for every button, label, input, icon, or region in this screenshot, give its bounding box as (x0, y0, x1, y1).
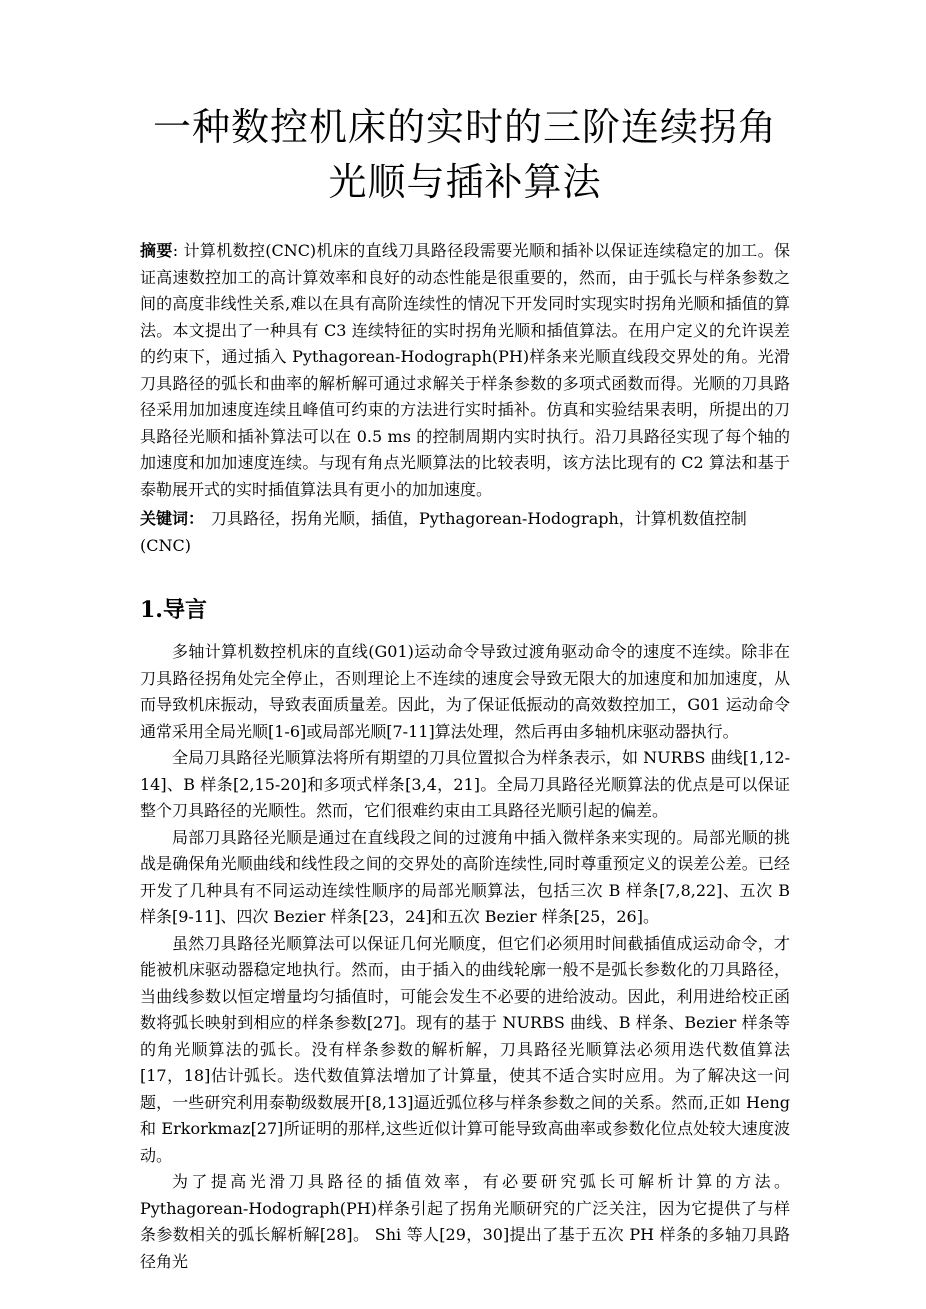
intro-paragraph: 为了提高光滑刀具路径的插值效率，有必要研究弧长可解析计算的方法。Pythagorean-Hodograph(PH)样条引起了拐角光顺研究的广泛关注，因为它提供了与样条参数相关的弧长解析解[28]。 Shi 等人[29，30]提出了基于五次 PH 样条的多轴刀具路径角光 (140, 1172, 790, 1271)
abstract-text: 计算机数控(CNC)机床的直线刀具路径段需要光顺和插补以保证连续稳定的加工。保证高速数控加工的高计算效率和良好的动态性能是很重要的，然而，由于弧长与样条参数之间的高度非线性关系,难以在具有高阶连续性的情况下开发同时实现实时拐角光顺和插值的算法。本文提出了一种具有 C3 连续特征的实时拐角光顺和插值算法。在用户定义的允许误差的约束下，通过插入 Pythagorean-Hodograph(PH)样条来光顺直线段交界处的角。光滑刀具路径的弧长和曲率的解析解可通过求解关于样条参数的多项式函数而得。光顺的刀具路径采用加加速度连续且峰值可约束的方法进行实时插补。仿真和实验结果表明，所提出的刀具路径光顺和插补算法可以在 0.5 ms 的控制周期内实时执行。沿刀具路径实现了每个轴的加速度和加加速度连续。与现有角点光顺算法的比较表明，该方法比现有的 C2 算法和基于泰勒展开式的实时插值算法具有更小的加加速度。 (140, 241, 790, 499)
intro-paragraph: 虽然刀具路径光顺算法可以保证几何光顺度，但它们必须用时间截插值成运动命令，才能被机床驱动器稳定地执行。然而，由于插入的曲线轮廓一般不是弧长参数化的刀具路径，当曲线参数以恒定增量均匀插值时，可能会发生不必要的进给波动。因此，利用进给校正函数将弧长映射到相应的样条参数[27]。现有的基于 NURBS 曲线、B 样条、Bezier 样条等的角光顺算法的弧长。没有样条参数的解析解，刀具路径光顺算法必须用迭代数值算法[17，18]估计弧长。迭代数值算法增加了计算量，使其不适合实时应用。为了解决这一问题，一些研究利用泰勒级数展开[8,13]逼近弧位移与样条参数之间的关系。然而,正如 Heng 和 Erkorkmaz[27]所证明的那样,这些近似计算可能导致高曲率或参数化位点处较大速度波动。 (140, 933, 790, 1165)
intro-paragraph: 多轴计算机数控机床的直线(G01)运动命令导致过渡角驱动命令的速度不连续。除非在刀具路径拐角处完全停止，否则理论上不连续的速度会导致无限大的加速度和加加速度，从而导致机床振动，导致表面质量差。因此，为了保证低振动的高效数控加工，G01 运动命令通常采用全局光顺[1-6]或局部光顺[7-11]算法处理，然后再由多轴机床驱动器执行。 (140, 642, 790, 741)
abstract-colon: : (172, 241, 184, 260)
intro-paragraph: 全局刀具路径光顺算法将所有期望的刀具位置拟合为样条表示，如 NURBS 曲线[1,12-14]、B 样条[2,15-20]和多项式样条[3,4，21]。全局刀具路径光顺算法的优点是可以保证整个刀具路径的光顺性。然而，它们很难约束由工具路径光顺引起的偏差。 (140, 748, 790, 820)
keywords-line (140, 506, 790, 559)
keywords-text: 刀具路径，拐角光顺，插值，Pythagorean-Hodograph，计算机数值控制(CNC) (140, 509, 747, 555)
paper-title: 一种数控机床的实时的三阶连续拐角光顺与插补算法 (152, 105, 777, 204)
abstract-label: 摘要 (140, 241, 173, 260)
introduction-section (140, 639, 790, 1275)
keywords-label: 关键词： (140, 509, 205, 528)
abstract-paragraph (140, 238, 790, 503)
section-heading-introduction: 1.导言 (140, 597, 207, 623)
intro-paragraph: 局部刀具路径光顺是通过在直线段之间的过渡角中插入微样条来实现的。局部光顺的挑战是确保角光顺曲线和线性段之间的交界处的高阶连续性,同时尊重预定义的误差公差。已经开发了几种具有不同运动连续性顺序的局部光顺算法，包括三次 B 样条[7,8,22]、五次 B 样条[9-11]、四次 Bezier 样条[23，24]和五次 Bezier 样条[25，26]。 (140, 827, 790, 926)
